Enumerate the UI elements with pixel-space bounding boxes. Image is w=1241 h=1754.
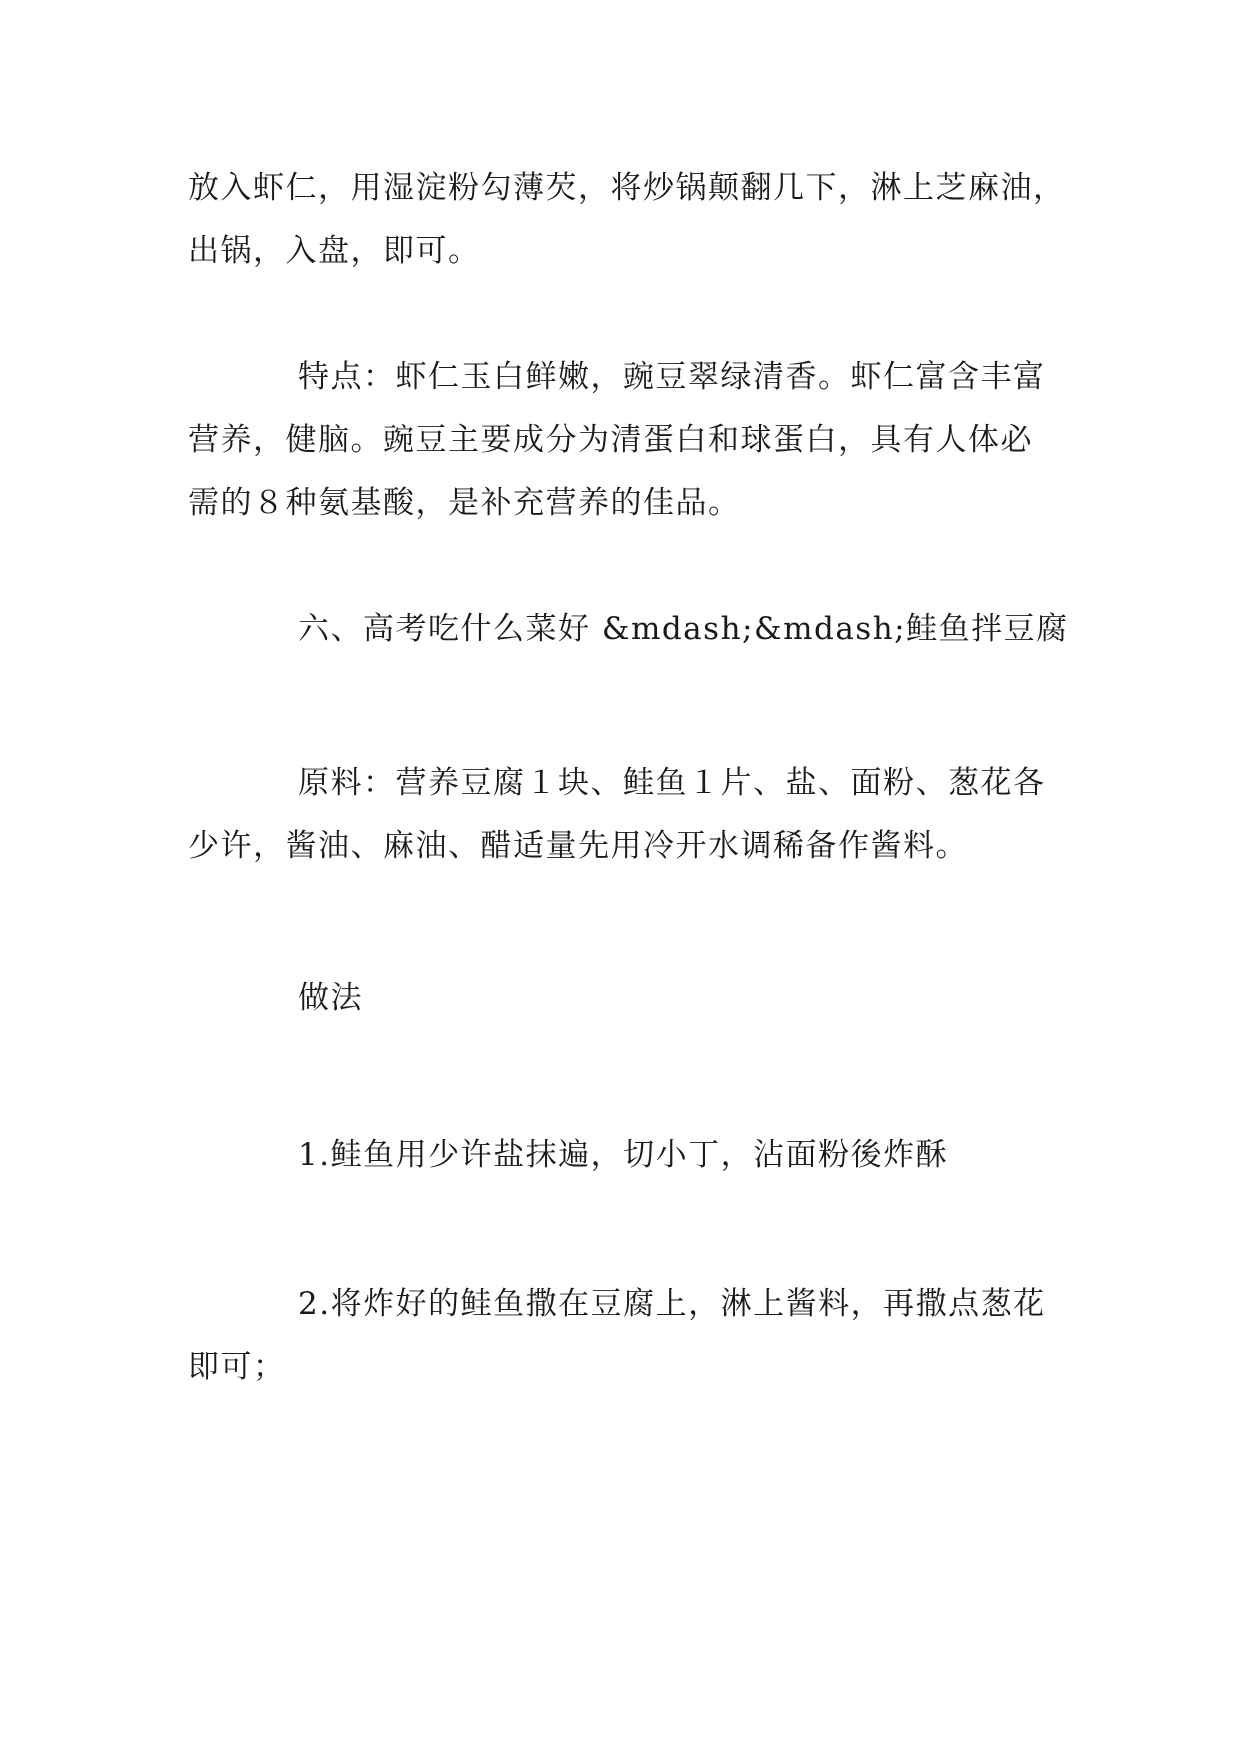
paragraph-method-end: [188, 157, 1066, 283]
text-line: 放入虾仁，用湿淀粉勾薄芡，将炒锅颠翻几下，淋上芝麻油，: [188, 170, 1066, 206]
heading-text: 六、高考吃什么菜好 &mdash;&mdash;鲑鱼拌豆腐: [298, 611, 1069, 647]
step-2: [188, 1273, 1054, 1399]
text-line: 1.鲑鱼用少许盐抹遍，切小丁，沾面粉後炸酥: [298, 1137, 949, 1173]
text-line: 少许，酱油、麻油、醋适量先用冷开水调稀备作酱料。: [188, 828, 968, 864]
text-line: 出锅，入盘，即可。: [188, 233, 481, 269]
paragraph-ingredients: [188, 752, 1054, 878]
step-1: [188, 1124, 1054, 1187]
paragraph-features: [188, 346, 1054, 535]
text-line: 需的８种氨基酸，是补充营养的佳品。: [188, 485, 741, 521]
method-label: [188, 967, 1054, 1030]
text-line: 原料：营养豆腐１块、鲑鱼１片、盐、面粉、葱花各: [298, 765, 1046, 801]
text-line: 2.将炸好的鲑鱼撒在豆腐上，淋上酱料，再撒点葱花: [298, 1286, 1046, 1322]
text-line: 做法: [298, 980, 363, 1016]
text-line: 营养，健脑。豌豆主要成分为清蛋白和球蛋白，具有人体必: [188, 422, 1033, 458]
section-heading: [188, 598, 1069, 661]
text-line: 特点：虾仁玉白鲜嫩，豌豆翠绿清香。虾仁富含丰富: [298, 359, 1046, 395]
text-line: 即可；: [188, 1349, 286, 1385]
